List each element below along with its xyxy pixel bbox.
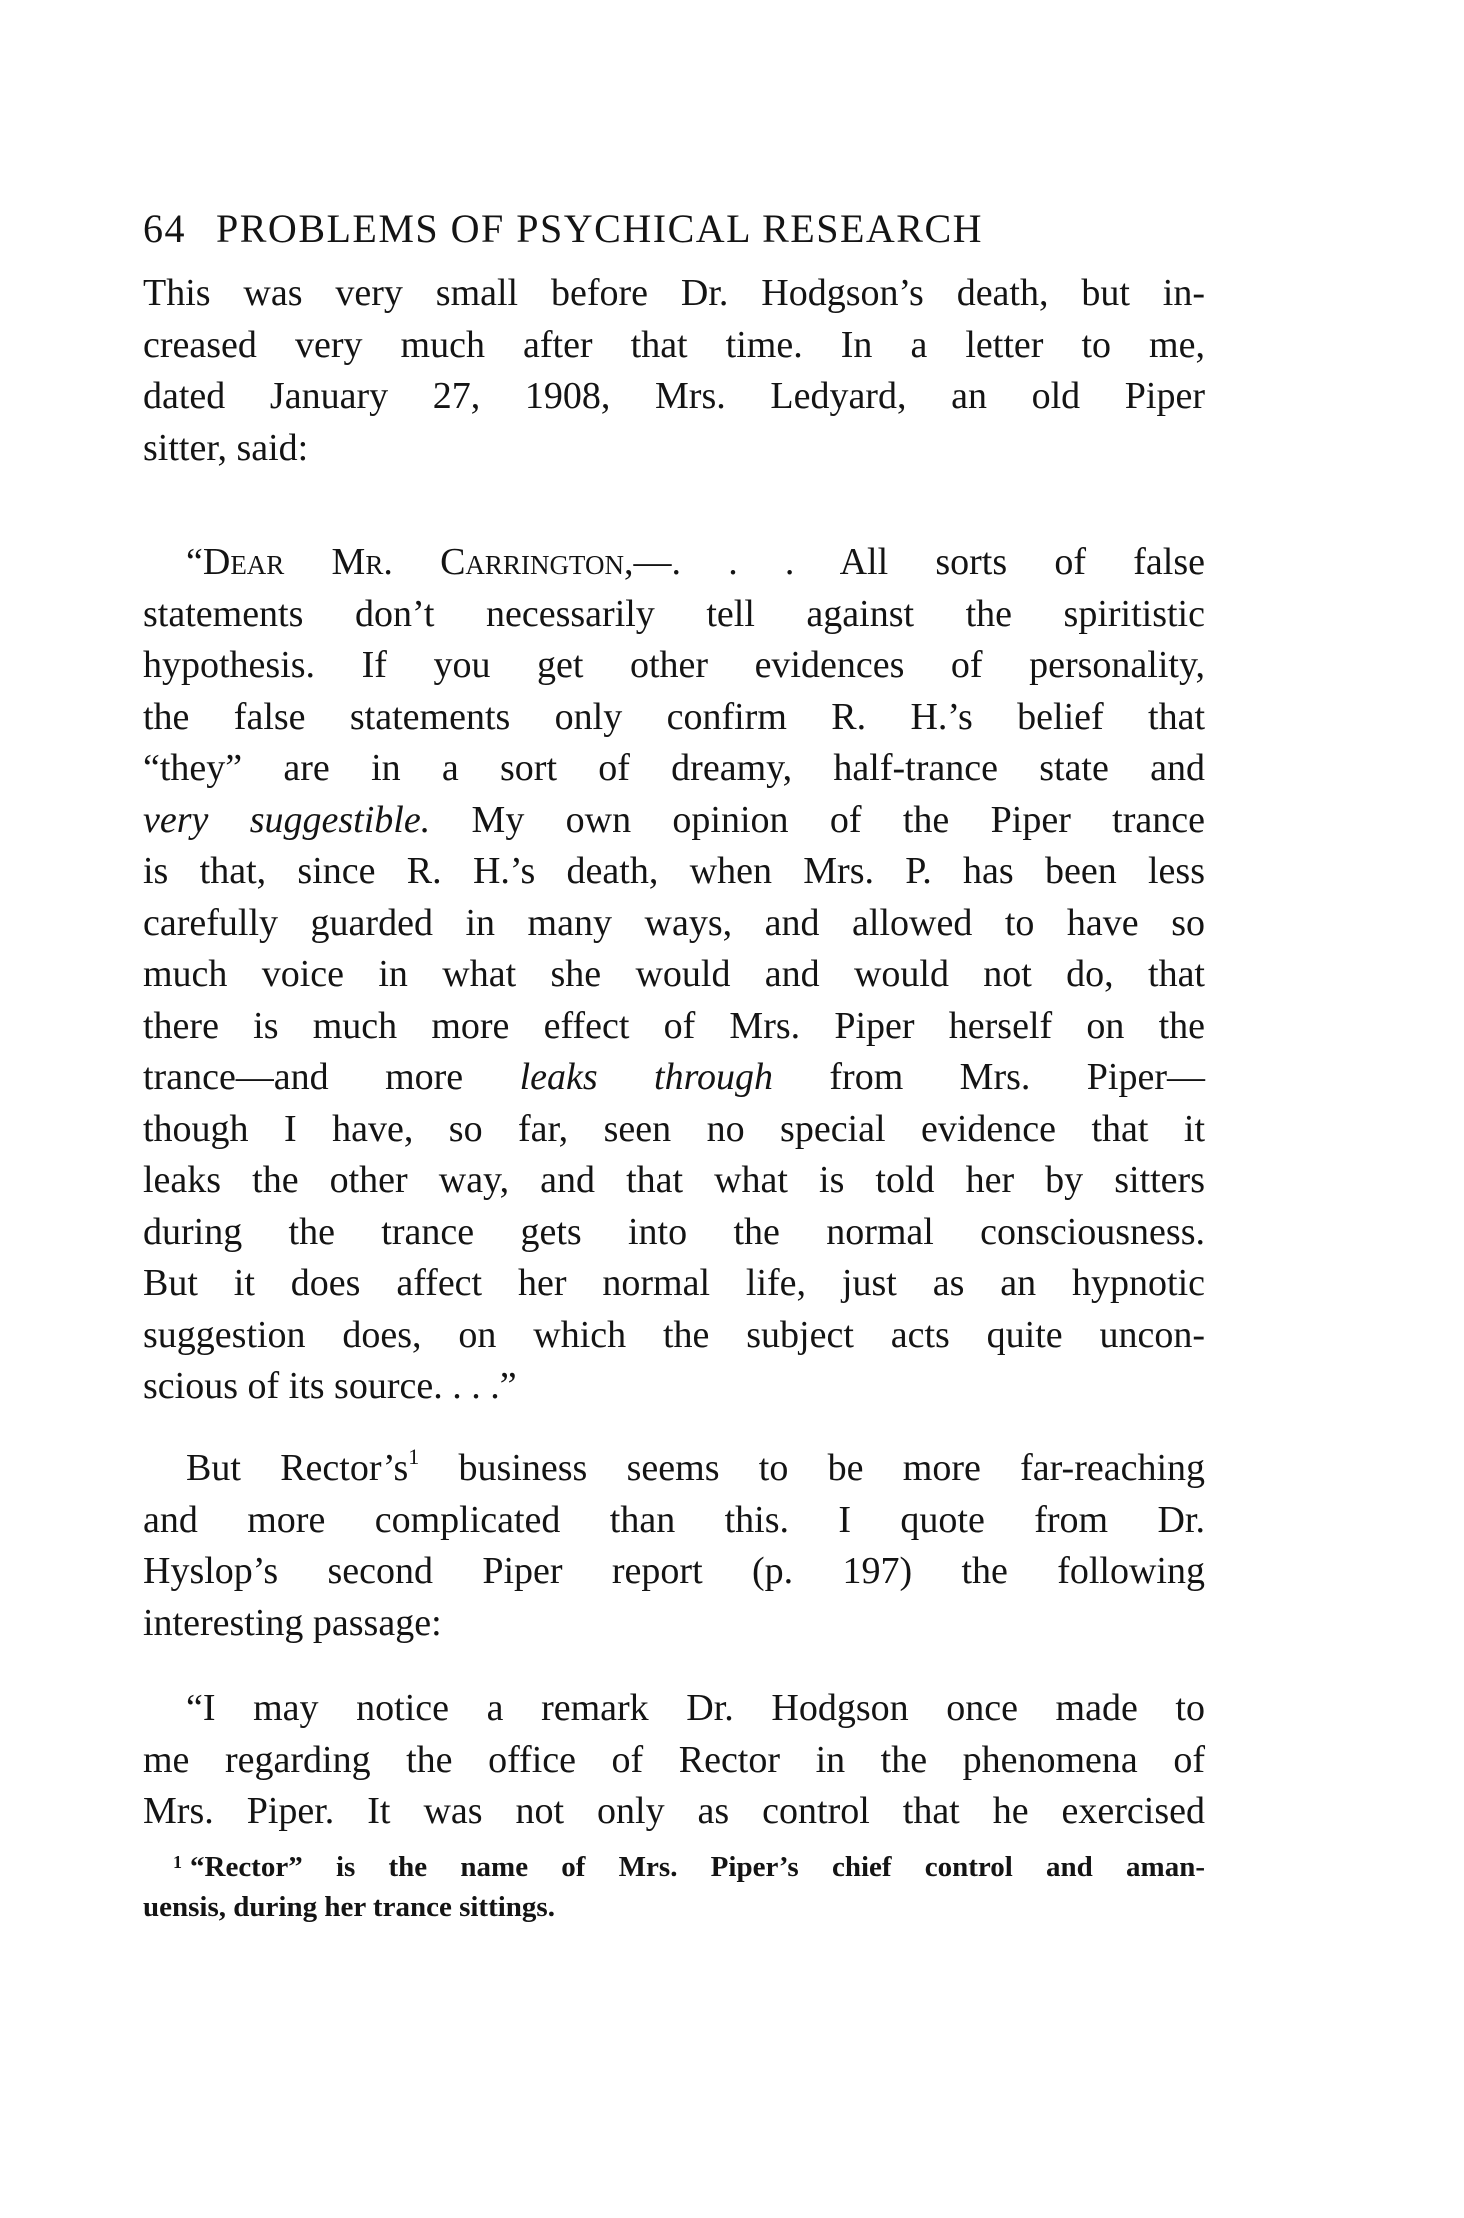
text-line: me regarding the office of Rector in the phenomena of (143, 1738, 1205, 1781)
text-line: there is much more effect of Mrs. Piper herself on the (143, 1004, 1205, 1047)
hyslop-quotation (143, 1683, 1205, 1838)
text-line: the false statements only confirm R. H.’s belief that (143, 695, 1205, 738)
running-title: PROBLEMS OF PSYCHICAL RESEARCH (216, 206, 984, 251)
letter-salutation: Dear Mr. Carrington, (202, 541, 634, 583)
text-line: “I may notice a remark Dr. Hodgson once made to (186, 1687, 1205, 1729)
paragraph-intro (143, 268, 1205, 474)
letter-opening: —. . . All sorts of false (633, 541, 1206, 583)
footnote-text: “Rector” is the name of Mrs. Piper’s chief control and aman- (190, 1851, 1205, 1883)
text-line: much voice in what she would and would not do, that (143, 953, 1205, 995)
text-line: Hyslop’s second Piper report (p. 197) the following (143, 1550, 1205, 1592)
text-line: leaks the other way, and that what is told her by sitters (143, 1159, 1205, 1201)
page-number: 64 (143, 206, 186, 251)
italic-phrase: very suggestible. (143, 798, 431, 841)
text-line: sitter, said: (143, 426, 309, 469)
text-line (143, 1052, 1205, 1104)
text-line: dated January 27, 1908, Mrs. Ledyard, an old Piper (143, 375, 1205, 417)
text-line: statements don’t necessarily tell against the spiritistic (143, 592, 1205, 635)
paragraph-rector (143, 1443, 1205, 1649)
footnote-line: uensis, during her trance sittings. (143, 1891, 555, 1923)
text-run: But Rector’s (186, 1447, 409, 1489)
text-line: hypothesis. If you get other evidences of personality, (143, 644, 1205, 686)
text-line: Mrs. Piper. It was not only as control that he exercised (143, 1790, 1205, 1832)
footnote-reference: 1 (408, 1444, 420, 1469)
text-run: from Mrs. Piper— (772, 1056, 1205, 1098)
letter-salutation-line (143, 537, 1205, 589)
text-line: carefully guarded in many ways, and allowed to have so (143, 901, 1205, 944)
footnote-line (143, 1847, 1205, 1887)
text-run: trance—and more (143, 1056, 520, 1098)
italic-phrase: leaks through (519, 1056, 773, 1098)
footnote (143, 1847, 1205, 1927)
text-line: creased very much after that time. In a letter to me, (143, 323, 1205, 366)
footnote-marker: 1 (173, 1852, 182, 1872)
text-line: is that, since R. H.’s death, when Mrs. P. has been less (143, 850, 1205, 892)
running-header (143, 205, 1203, 252)
text-line: though I have, so far, seen no special evidence that it (143, 1107, 1205, 1150)
text-line: and more complicated than this. I quote from Dr. (143, 1498, 1205, 1541)
text-line: during the trance gets into the normal consciousness. (143, 1210, 1205, 1253)
text-line: But it does affect her normal life, just as an hypnotic (143, 1262, 1205, 1304)
text-line: “they” are in a sort of dreamy, half-trance state and (143, 747, 1205, 789)
letter-quotation (143, 537, 1205, 1413)
text-line (143, 795, 1205, 847)
text-line: scious of its source. . . .” (143, 1365, 517, 1407)
text-line: suggestion does, on which the subject acts quite uncon- (143, 1313, 1205, 1356)
text-line: This was very small before Dr. Hodgson’s death, but in- (143, 272, 1205, 314)
text-line: interesting passage: (143, 1601, 442, 1644)
text-run: My own opinion of the Piper trance (430, 798, 1205, 841)
text-line (143, 1443, 1205, 1495)
text-run: business seems to be more far-reaching (419, 1447, 1205, 1489)
open-quote: “ (186, 541, 203, 583)
